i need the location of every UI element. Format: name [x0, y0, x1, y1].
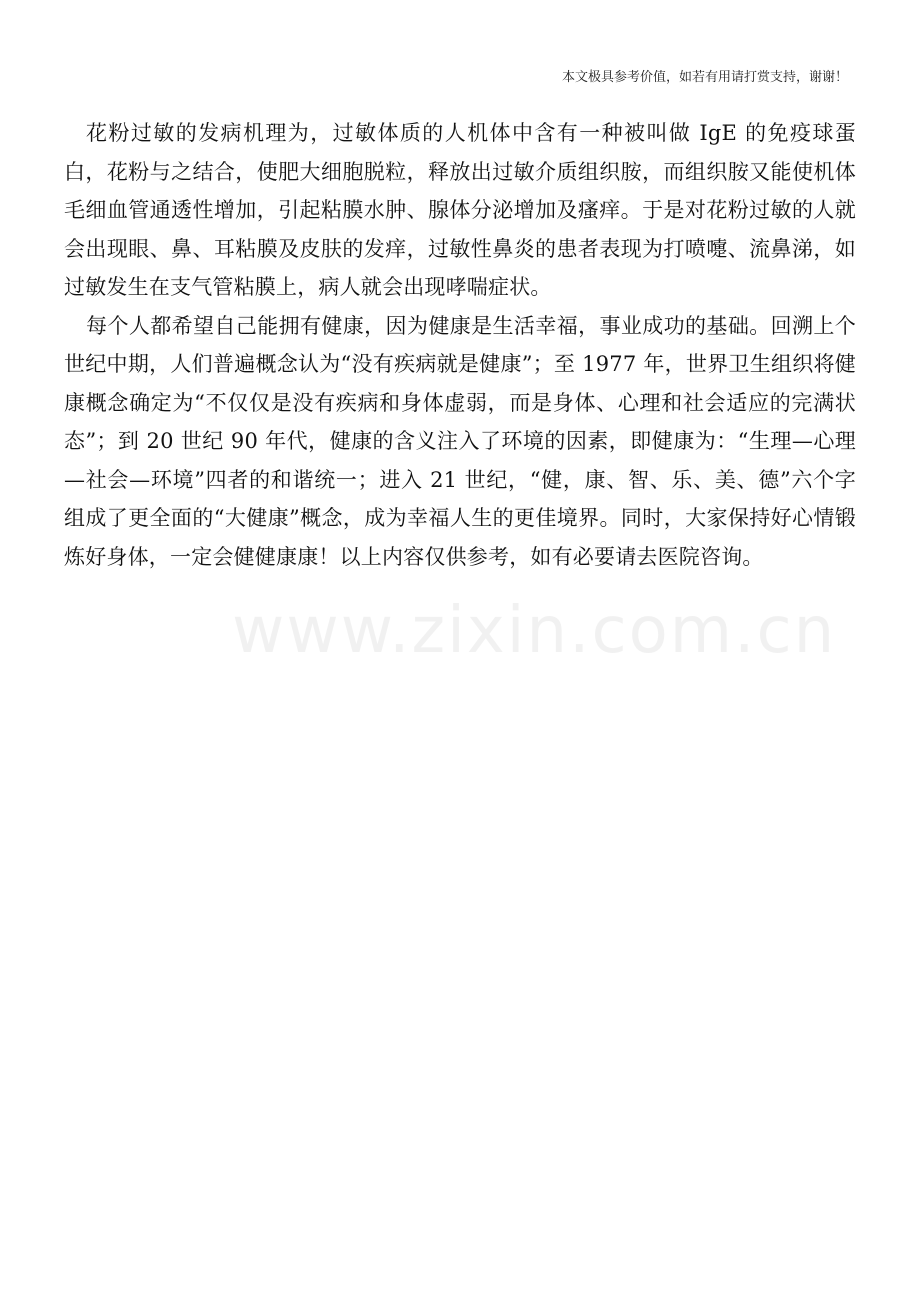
header-note: 本文极具参考价值，如若有用请打赏支持，谢谢！ [561, 70, 848, 85]
paragraph-pollen-allergy: 花粉过敏的发病机理为，过敏体质的人机体中含有一种被叫做 IgE 的免疫球蛋白，花粉与之结合，使肥大细胞脱粒，释放出过敏介质组织胺，而组织胺又能使机体毛细血管通透性增加，引起粘膜水肿、腺体分泌增加及瘙痒。于是对花粉过敏的人就会出现眼、鼻、耳粘膜及皮肤的发痒，过敏性鼻炎的患者表现为打喷嚏、流鼻涕，如过敏发生在支气管粘膜上，病人就会出现哮喘症状。 [64, 121, 856, 299]
document-body [64, 114, 856, 576]
paragraph-health-concept: 每个人都希望自己能拥有健康，因为健康是生活幸福，事业成功的基础。回溯上个世纪中期，人们普遍概念认为“没有疾病就是健康”；至 1977 年，世界卫生组织将健康概念确定为“不仅仅是没有疾病和身体虚弱，而是身体、心理和社会适应的完满状态”；到 20 世纪 90 年代，健康的含义注入了环境的因素，即健康为：“生理—心理—社会—环境”四者的和谐统一；进入 21 世纪，“健，康、智、乐、美、德”六个字组成了更全面的“大健康”概念，成为幸福人生的更佳境界。同时，大家保持好心情锻炼好身体，一定会健健康康！以上内容仅供参考，如有必要请去医院咨询。 [64, 313, 856, 569]
watermark: www.zixin.com.cn [232, 594, 837, 668]
